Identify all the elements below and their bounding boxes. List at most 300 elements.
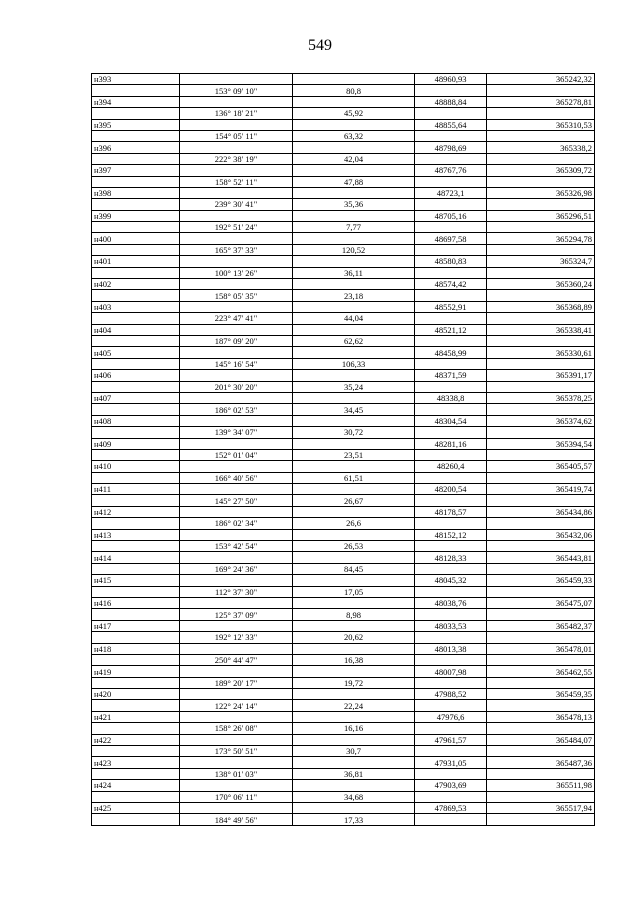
direction-angle: 187° 09' 20": [180, 335, 293, 346]
point-name: н407: [92, 392, 180, 403]
coordinate-x: 48007,98: [415, 666, 487, 677]
direction-angle: 122° 24' 14": [180, 700, 293, 711]
empty-cell: [92, 381, 180, 392]
empty-cell: [180, 165, 293, 176]
point-row: [92, 438, 595, 449]
empty-cell: [487, 563, 595, 574]
empty-cell: [415, 313, 487, 324]
segment-row: [92, 700, 595, 711]
coordinate-y: 365511,98: [487, 780, 595, 791]
point-row: [92, 506, 595, 517]
empty-cell: [92, 723, 180, 734]
coordinate-y: 365326,98: [487, 187, 595, 198]
segment-length: 120,52: [293, 244, 415, 255]
empty-cell: [180, 96, 293, 107]
empty-cell: [92, 404, 180, 415]
empty-cell: [487, 222, 595, 233]
empty-cell: [92, 495, 180, 506]
point-name: н417: [92, 620, 180, 631]
point-row: [92, 324, 595, 335]
empty-cell: [92, 449, 180, 460]
coordinate-y: 365443,81: [487, 552, 595, 563]
point-name: н409: [92, 438, 180, 449]
segment-row: [92, 313, 595, 324]
point-name: н418: [92, 643, 180, 654]
direction-angle: 201° 30' 20": [180, 381, 293, 392]
point-name: н403: [92, 301, 180, 312]
empty-cell: [293, 210, 415, 221]
empty-cell: [92, 108, 180, 119]
empty-cell: [92, 768, 180, 779]
segment-length: 47,88: [293, 176, 415, 187]
point-name: н395: [92, 119, 180, 130]
coordinate-x: 48045,32: [415, 575, 487, 586]
coordinate-y: 365242,32: [487, 74, 595, 85]
point-name: н400: [92, 233, 180, 244]
empty-cell: [180, 119, 293, 130]
empty-cell: [180, 392, 293, 403]
empty-cell: [415, 267, 487, 278]
coordinate-x: 47988,52: [415, 689, 487, 700]
empty-cell: [180, 506, 293, 517]
coordinate-x: 47961,57: [415, 734, 487, 745]
empty-cell: [92, 130, 180, 141]
direction-angle: 100° 13' 26": [180, 267, 293, 278]
coordinate-x: 48521,12: [415, 324, 487, 335]
point-row: [92, 301, 595, 312]
empty-cell: [180, 711, 293, 722]
point-name: н416: [92, 597, 180, 608]
empty-cell: [180, 575, 293, 586]
empty-cell: [415, 746, 487, 757]
point-row: [92, 666, 595, 677]
direction-angle: 165° 37' 33": [180, 244, 293, 255]
coordinate-x: 48767,76: [415, 165, 487, 176]
empty-cell: [415, 700, 487, 711]
empty-cell: [293, 96, 415, 107]
segment-row: [92, 449, 595, 460]
empty-cell: [293, 142, 415, 153]
empty-cell: [92, 677, 180, 688]
point-row: [92, 803, 595, 814]
empty-cell: [180, 597, 293, 608]
empty-cell: [92, 244, 180, 255]
empty-cell: [415, 404, 487, 415]
direction-angle: 153° 09' 10": [180, 85, 293, 96]
segment-row: [92, 677, 595, 688]
empty-cell: [92, 335, 180, 346]
segment-row: [92, 609, 595, 620]
empty-cell: [487, 267, 595, 278]
segment-length: 84,45: [293, 563, 415, 574]
point-name: н394: [92, 96, 180, 107]
point-name: н423: [92, 757, 180, 768]
coordinate-y: 365478,01: [487, 643, 595, 654]
coordinate-x: 48013,38: [415, 643, 487, 654]
empty-cell: [487, 791, 595, 802]
coordinate-y: 365324,7: [487, 256, 595, 267]
empty-cell: [92, 176, 180, 187]
direction-angle: 158° 05' 35": [180, 290, 293, 301]
empty-cell: [180, 620, 293, 631]
point-row: [92, 415, 595, 426]
point-name: н412: [92, 506, 180, 517]
segment-row: [92, 130, 595, 141]
empty-cell: [487, 358, 595, 369]
direction-angle: 125° 37' 09": [180, 609, 293, 620]
segment-row: [92, 814, 595, 825]
point-row: [92, 256, 595, 267]
segment-length: 23,18: [293, 290, 415, 301]
point-name: н393: [92, 74, 180, 85]
segment-row: [92, 267, 595, 278]
empty-cell: [293, 233, 415, 244]
empty-cell: [180, 74, 293, 85]
empty-cell: [293, 711, 415, 722]
point-name: н408: [92, 415, 180, 426]
segment-row: [92, 290, 595, 301]
point-row: [92, 74, 595, 85]
coordinate-x: 48178,57: [415, 506, 487, 517]
segment-length: 106,33: [293, 358, 415, 369]
coordinate-y: 365296,51: [487, 210, 595, 221]
direction-angle: 186° 02' 34": [180, 518, 293, 529]
empty-cell: [293, 780, 415, 791]
direction-angle: 173° 50' 51": [180, 746, 293, 757]
segment-length: 45,92: [293, 108, 415, 119]
point-row: [92, 757, 595, 768]
segment-length: 8,98: [293, 609, 415, 620]
coordinate-x: 48574,42: [415, 279, 487, 290]
point-name: н396: [92, 142, 180, 153]
point-row: [92, 142, 595, 153]
coordinate-x: 47976,6: [415, 711, 487, 722]
point-row: [92, 711, 595, 722]
empty-cell: [415, 244, 487, 255]
empty-cell: [293, 279, 415, 290]
empty-cell: [92, 518, 180, 529]
segment-length: 20,62: [293, 632, 415, 643]
point-row: [92, 552, 595, 563]
empty-cell: [92, 541, 180, 552]
point-row: [92, 529, 595, 540]
empty-cell: [180, 529, 293, 540]
empty-cell: [180, 757, 293, 768]
empty-cell: [180, 734, 293, 745]
point-row: [92, 620, 595, 631]
segment-row: [92, 723, 595, 734]
coordinate-x: 47869,53: [415, 803, 487, 814]
empty-cell: [293, 324, 415, 335]
empty-cell: [92, 358, 180, 369]
coordinate-y: 365517,94: [487, 803, 595, 814]
empty-cell: [487, 495, 595, 506]
direction-angle: 192° 12' 33": [180, 632, 293, 643]
empty-cell: [487, 130, 595, 141]
empty-cell: [92, 700, 180, 711]
coordinate-x: 48304,54: [415, 415, 487, 426]
coordinate-y: 365310,53: [487, 119, 595, 130]
empty-cell: [293, 256, 415, 267]
coordinate-y: 365487,36: [487, 757, 595, 768]
coordinate-y: 365482,37: [487, 620, 595, 631]
empty-cell: [415, 290, 487, 301]
segment-length: 26,6: [293, 518, 415, 529]
direction-angle: 145° 16' 54": [180, 358, 293, 369]
direction-angle: 152° 01' 04": [180, 449, 293, 460]
point-row: [92, 347, 595, 358]
segment-row: [92, 427, 595, 438]
coordinate-y: 365478,13: [487, 711, 595, 722]
direction-angle: 189° 20' 17": [180, 677, 293, 688]
empty-cell: [293, 301, 415, 312]
empty-cell: [293, 187, 415, 198]
empty-cell: [487, 609, 595, 620]
point-row: [92, 689, 595, 700]
empty-cell: [487, 586, 595, 597]
empty-cell: [415, 427, 487, 438]
empty-cell: [293, 415, 415, 426]
segment-length: 17,05: [293, 586, 415, 597]
direction-angle: 223° 47' 41": [180, 313, 293, 324]
empty-cell: [487, 290, 595, 301]
empty-cell: [415, 814, 487, 825]
empty-cell: [415, 768, 487, 779]
coordinate-y: 365338,41: [487, 324, 595, 335]
segment-row: [92, 404, 595, 415]
empty-cell: [92, 199, 180, 210]
empty-cell: [92, 290, 180, 301]
point-name: н405: [92, 347, 180, 358]
point-name: н415: [92, 575, 180, 586]
empty-cell: [415, 199, 487, 210]
point-name: н411: [92, 484, 180, 495]
empty-cell: [180, 347, 293, 358]
empty-cell: [487, 108, 595, 119]
empty-cell: [92, 563, 180, 574]
empty-cell: [487, 654, 595, 665]
empty-cell: [92, 791, 180, 802]
empty-cell: [415, 358, 487, 369]
empty-cell: [180, 643, 293, 654]
direction-angle: 222° 38' 19": [180, 153, 293, 164]
direction-angle: 239° 30' 41": [180, 199, 293, 210]
coordinate-y: 365394,54: [487, 438, 595, 449]
empty-cell: [293, 119, 415, 130]
coordinate-y: 365405,57: [487, 461, 595, 472]
segment-row: [92, 222, 595, 233]
segment-row: [92, 199, 595, 210]
point-row: [92, 484, 595, 495]
empty-cell: [92, 427, 180, 438]
segment-row: [92, 472, 595, 483]
point-name: н398: [92, 187, 180, 198]
empty-cell: [415, 449, 487, 460]
empty-cell: [415, 654, 487, 665]
coordinate-y: 365374,62: [487, 415, 595, 426]
segment-length: 16,38: [293, 654, 415, 665]
segment-length: 17,33: [293, 814, 415, 825]
coordinates-table-body: [92, 74, 595, 826]
point-name: н399: [92, 210, 180, 221]
empty-cell: [293, 803, 415, 814]
segment-row: [92, 768, 595, 779]
empty-cell: [180, 438, 293, 449]
coordinate-y: 365330,61: [487, 347, 595, 358]
empty-cell: [180, 484, 293, 495]
empty-cell: [293, 643, 415, 654]
empty-cell: [293, 575, 415, 586]
empty-cell: [293, 370, 415, 381]
empty-cell: [180, 666, 293, 677]
direction-angle: 192° 51' 24": [180, 222, 293, 233]
empty-cell: [487, 677, 595, 688]
empty-cell: [487, 449, 595, 460]
page-number: 549: [308, 37, 332, 54]
empty-cell: [180, 256, 293, 267]
empty-cell: [92, 814, 180, 825]
direction-angle: 139° 34' 07": [180, 427, 293, 438]
empty-cell: [487, 153, 595, 164]
direction-angle: 250° 44' 47": [180, 654, 293, 665]
empty-cell: [293, 529, 415, 540]
segment-row: [92, 358, 595, 369]
empty-cell: [92, 654, 180, 665]
point-row: [92, 119, 595, 130]
point-name: н401: [92, 256, 180, 267]
direction-angle: 153° 42' 54": [180, 541, 293, 552]
segment-length: 63,32: [293, 130, 415, 141]
direction-angle: 184° 49' 56": [180, 814, 293, 825]
empty-cell: [487, 814, 595, 825]
coordinate-x: 48888,84: [415, 96, 487, 107]
empty-cell: [415, 563, 487, 574]
coordinates-table: [91, 73, 595, 826]
coordinate-x: 48281,16: [415, 438, 487, 449]
segment-row: [92, 495, 595, 506]
empty-cell: [92, 472, 180, 483]
coordinate-x: 48152,12: [415, 529, 487, 540]
empty-cell: [180, 370, 293, 381]
point-name: н419: [92, 666, 180, 677]
empty-cell: [487, 541, 595, 552]
segment-row: [92, 176, 595, 187]
coordinate-x: 48580,83: [415, 256, 487, 267]
segment-row: [92, 563, 595, 574]
empty-cell: [415, 85, 487, 96]
segment-length: 44,04: [293, 313, 415, 324]
coordinate-y: 365278,81: [487, 96, 595, 107]
empty-cell: [293, 484, 415, 495]
empty-cell: [180, 552, 293, 563]
point-row: [92, 187, 595, 198]
segment-row: [92, 632, 595, 643]
empty-cell: [293, 347, 415, 358]
empty-cell: [180, 142, 293, 153]
point-name: н406: [92, 370, 180, 381]
segment-length: 26,67: [293, 495, 415, 506]
empty-cell: [293, 666, 415, 677]
empty-cell: [293, 757, 415, 768]
empty-cell: [487, 723, 595, 734]
coordinate-y: 365378,25: [487, 392, 595, 403]
segment-length: 62,62: [293, 335, 415, 346]
point-name: н404: [92, 324, 180, 335]
segment-row: [92, 108, 595, 119]
point-row: [92, 780, 595, 791]
point-row: [92, 279, 595, 290]
empty-cell: [92, 153, 180, 164]
empty-cell: [293, 74, 415, 85]
segment-row: [92, 335, 595, 346]
empty-cell: [487, 768, 595, 779]
segment-length: 36,81: [293, 768, 415, 779]
empty-cell: [487, 472, 595, 483]
empty-cell: [293, 165, 415, 176]
segment-row: [92, 654, 595, 665]
empty-cell: [180, 210, 293, 221]
empty-cell: [92, 746, 180, 757]
segment-length: 30,72: [293, 427, 415, 438]
segment-row: [92, 381, 595, 392]
segment-length: 34,68: [293, 791, 415, 802]
point-row: [92, 392, 595, 403]
direction-angle: 112° 37' 30": [180, 586, 293, 597]
empty-cell: [415, 586, 487, 597]
point-name: н413: [92, 529, 180, 540]
segment-row: [92, 541, 595, 552]
empty-cell: [487, 335, 595, 346]
empty-cell: [415, 130, 487, 141]
coordinate-y: 365432,06: [487, 529, 595, 540]
segment-length: 16,16: [293, 723, 415, 734]
coordinate-x: 48371,59: [415, 370, 487, 381]
point-row: [92, 210, 595, 221]
empty-cell: [415, 791, 487, 802]
empty-cell: [415, 723, 487, 734]
direction-angle: 169° 24' 36": [180, 563, 293, 574]
empty-cell: [293, 734, 415, 745]
coordinate-x: 48128,33: [415, 552, 487, 563]
empty-cell: [487, 427, 595, 438]
coordinate-y: 365338,2: [487, 142, 595, 153]
empty-cell: [487, 176, 595, 187]
direction-angle: 138° 01' 03": [180, 768, 293, 779]
empty-cell: [415, 541, 487, 552]
empty-cell: [92, 85, 180, 96]
segment-row: [92, 244, 595, 255]
empty-cell: [293, 461, 415, 472]
segment-row: [92, 746, 595, 757]
segment-length: 61,51: [293, 472, 415, 483]
segment-length: 42,04: [293, 153, 415, 164]
coordinate-x: 48458,99: [415, 347, 487, 358]
point-row: [92, 165, 595, 176]
segment-row: [92, 586, 595, 597]
point-row: [92, 461, 595, 472]
empty-cell: [92, 222, 180, 233]
coordinate-x: 48338,8: [415, 392, 487, 403]
coordinate-x: 48260,4: [415, 461, 487, 472]
empty-cell: [415, 176, 487, 187]
empty-cell: [415, 108, 487, 119]
empty-cell: [415, 153, 487, 164]
empty-cell: [487, 313, 595, 324]
coordinate-y: 365419,74: [487, 484, 595, 495]
direction-angle: 158° 52' 11": [180, 176, 293, 187]
point-row: [92, 597, 595, 608]
empty-cell: [180, 461, 293, 472]
